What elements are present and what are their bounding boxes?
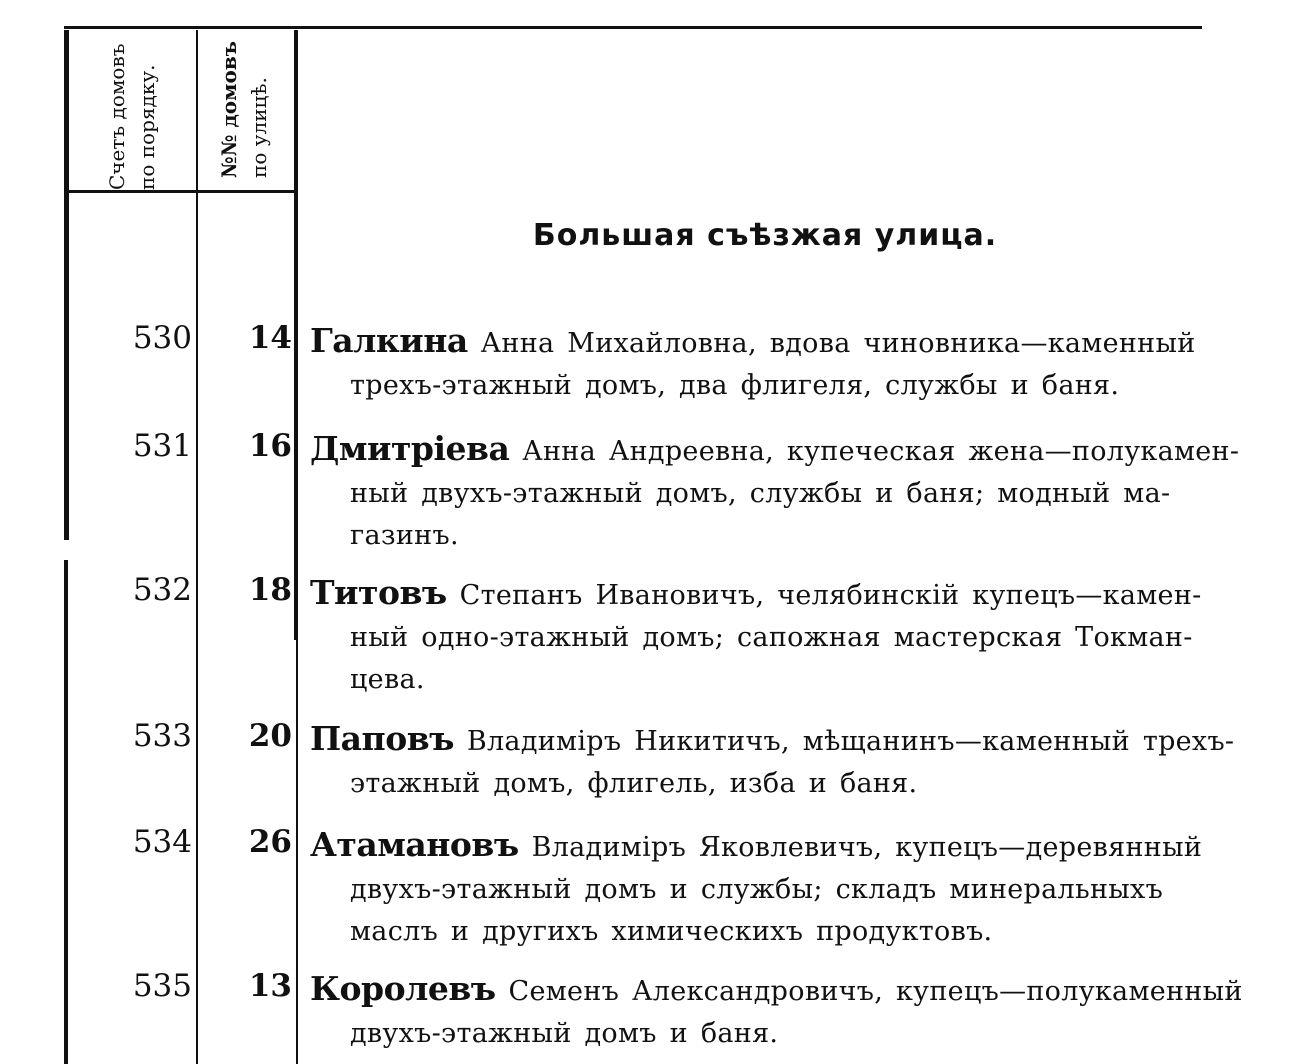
entry-text (310, 824, 1203, 953)
column-header-house-line2: по улицѣ. (247, 77, 271, 178)
house-number: 20 (248, 718, 292, 754)
entry-line: ный одно-этажный домъ; сапожная мастерская Токман- (350, 622, 1193, 653)
entry-line: ный двухъ-этажный домъ, службы и баня; модный ма- (350, 478, 1171, 509)
house-number: 14 (248, 320, 292, 356)
owner-name: Дмитріева (310, 429, 510, 468)
sequence-number: 532 (132, 572, 192, 608)
entry-line: этажный домъ, флигель, изба и баня. (350, 768, 918, 799)
entry-text (310, 718, 1235, 805)
entry-line: Владиміръ Никитичъ, мѣщанинъ—каменный трехъ- (466, 726, 1235, 757)
column-header-house (214, 41, 274, 178)
column-header-seq-line2: по порядку. (135, 64, 159, 190)
entry-text (310, 428, 1240, 557)
entry-line: Анна Андреевна, купеческая жена—полукамен- (522, 436, 1240, 467)
sequence-number: 535 (132, 968, 192, 1004)
sequence-number: 531 (132, 428, 192, 464)
header-underline (64, 190, 296, 193)
entry-line: трехъ-этажный домъ, два флигеля, службы и баня. (350, 370, 1120, 401)
column-divider-1 (196, 30, 198, 1064)
sequence-number: 533 (132, 718, 192, 754)
left-border-lower (64, 560, 68, 1064)
entry-text (310, 572, 1202, 701)
owner-name: Галкина (310, 321, 468, 360)
entry-text (310, 968, 1243, 1055)
column-header-seq-line1: Счетъ домовъ (105, 43, 129, 190)
sequence-number: 530 (132, 320, 192, 356)
owner-name: Паповъ (310, 719, 454, 758)
entry-text (310, 320, 1198, 407)
entry-line: Анна Михайловна, вдова чиновника—каменный (480, 328, 1196, 359)
house-number: 13 (248, 968, 292, 1004)
left-border (64, 30, 69, 540)
owner-name: Атамановъ (310, 825, 519, 864)
entry-line: двухъ-этажный домъ и баня. (350, 1018, 779, 1049)
entry-line: двухъ-этажный домъ и службы; складъ минеральныхъ (350, 874, 1164, 905)
owner-name: Королевъ (310, 969, 496, 1008)
entry-line: Семенъ Александровичъ, купецъ—полукаменный (508, 976, 1243, 1007)
owner-name: Титовъ (310, 573, 447, 612)
column-divider-2-lower (296, 640, 298, 1064)
column-header-seq (102, 44, 162, 190)
sequence-number: 534 (132, 824, 192, 860)
column-divider-2 (294, 30, 298, 640)
entry-line: маслъ и другихъ химическихъ продуктовъ. (350, 916, 993, 947)
entry-line: Владиміръ Яковлевичъ, купецъ—деревянный (531, 832, 1203, 863)
entry-line: цева. (350, 664, 425, 695)
house-number: 18 (248, 572, 292, 608)
column-header-house-line1: №№ домовъ (217, 40, 241, 178)
top-rule (64, 26, 1202, 29)
entry-line: Степанъ Ивановичъ, челябинскій купецъ—камен- (459, 580, 1202, 611)
entry-line: газинъ. (350, 520, 459, 551)
house-number: 16 (248, 428, 292, 464)
street-title: Большая съѣзжая улица. (532, 218, 998, 253)
house-number: 26 (248, 824, 292, 860)
